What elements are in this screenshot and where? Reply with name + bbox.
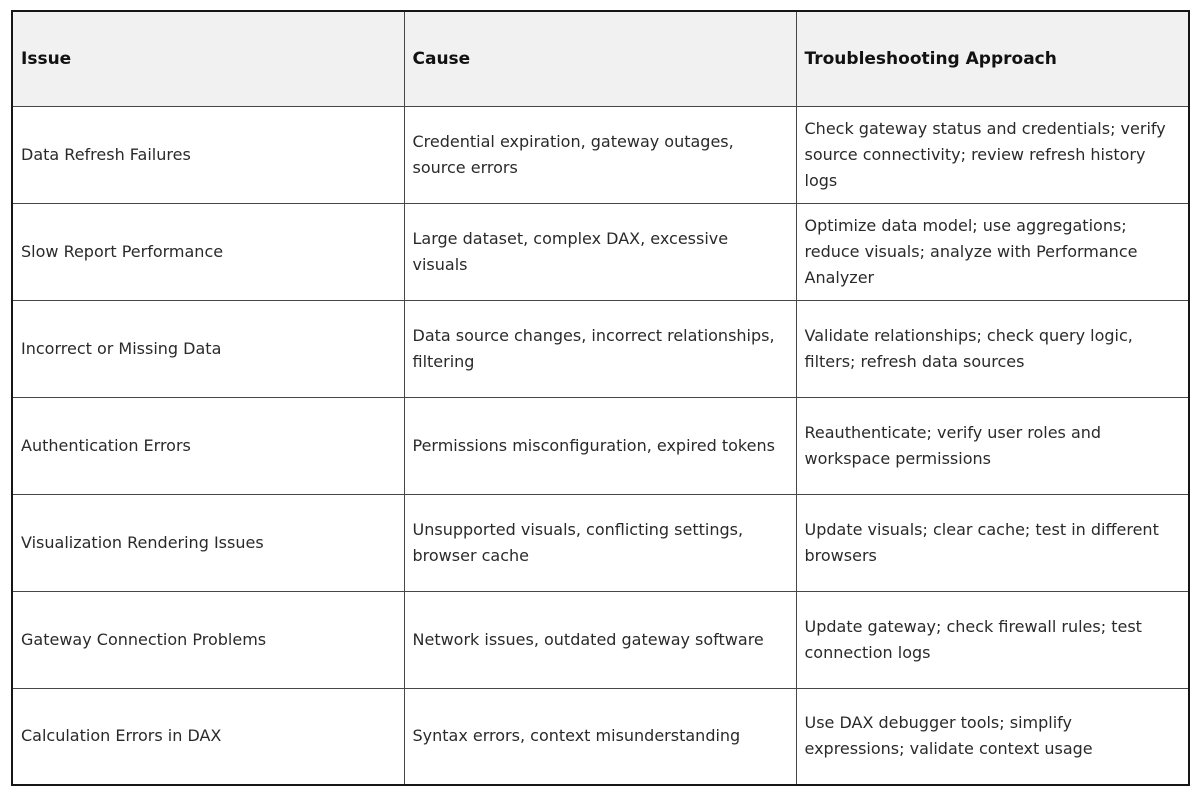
table-row (12, 494, 1189, 591)
approach-cell: Update gateway; check firewall rules; test connection logs (796, 591, 1189, 688)
approach-cell: Validate relationships; check query logic, filters; refresh data sources (796, 300, 1189, 397)
header-row (12, 11, 1189, 106)
cause-cell: Large dataset, complex DAX, excessive visuals (404, 203, 796, 300)
troubleshooting-table (11, 10, 1190, 786)
table-row (12, 300, 1189, 397)
cause-cell: Unsupported visuals, conflicting settings, browser cache (404, 494, 796, 591)
issue-cell: Data Refresh Failures (12, 106, 404, 203)
cause-cell: Permissions misconfiguration, expired tokens (404, 397, 796, 494)
issue-cell: Calculation Errors in DAX (12, 688, 404, 785)
column-header-issue: Issue (12, 11, 404, 106)
approach-cell: Update visuals; clear cache; test in different browsers (796, 494, 1189, 591)
approach-cell: Optimize data model; use aggregations; reduce visuals; analyze with Performance Analyzer (796, 203, 1189, 300)
issue-cell: Visualization Rendering Issues (12, 494, 404, 591)
cause-cell: Network issues, outdated gateway software (404, 591, 796, 688)
cause-cell: Credential expiration, gateway outages, source errors (404, 106, 796, 203)
issue-cell: Incorrect or Missing Data (12, 300, 404, 397)
approach-cell: Use DAX debugger tools; simplify expressions; validate context usage (796, 688, 1189, 785)
table-row (12, 688, 1189, 785)
cause-cell: Syntax errors, context misunderstanding (404, 688, 796, 785)
approach-cell: Check gateway status and credentials; verify source connectivity; review refresh history logs (796, 106, 1189, 203)
approach-cell: Reauthenticate; verify user roles and workspace permissions (796, 397, 1189, 494)
table-row (12, 591, 1189, 688)
issue-cell: Gateway Connection Problems (12, 591, 404, 688)
issue-cell: Authentication Errors (12, 397, 404, 494)
table-row (12, 397, 1189, 494)
column-header-approach: Troubleshooting Approach (796, 11, 1189, 106)
column-header-cause: Cause (404, 11, 796, 106)
issue-cell: Slow Report Performance (12, 203, 404, 300)
table-row (12, 203, 1189, 300)
table-row (12, 106, 1189, 203)
cause-cell: Data source changes, incorrect relationships, filtering (404, 300, 796, 397)
